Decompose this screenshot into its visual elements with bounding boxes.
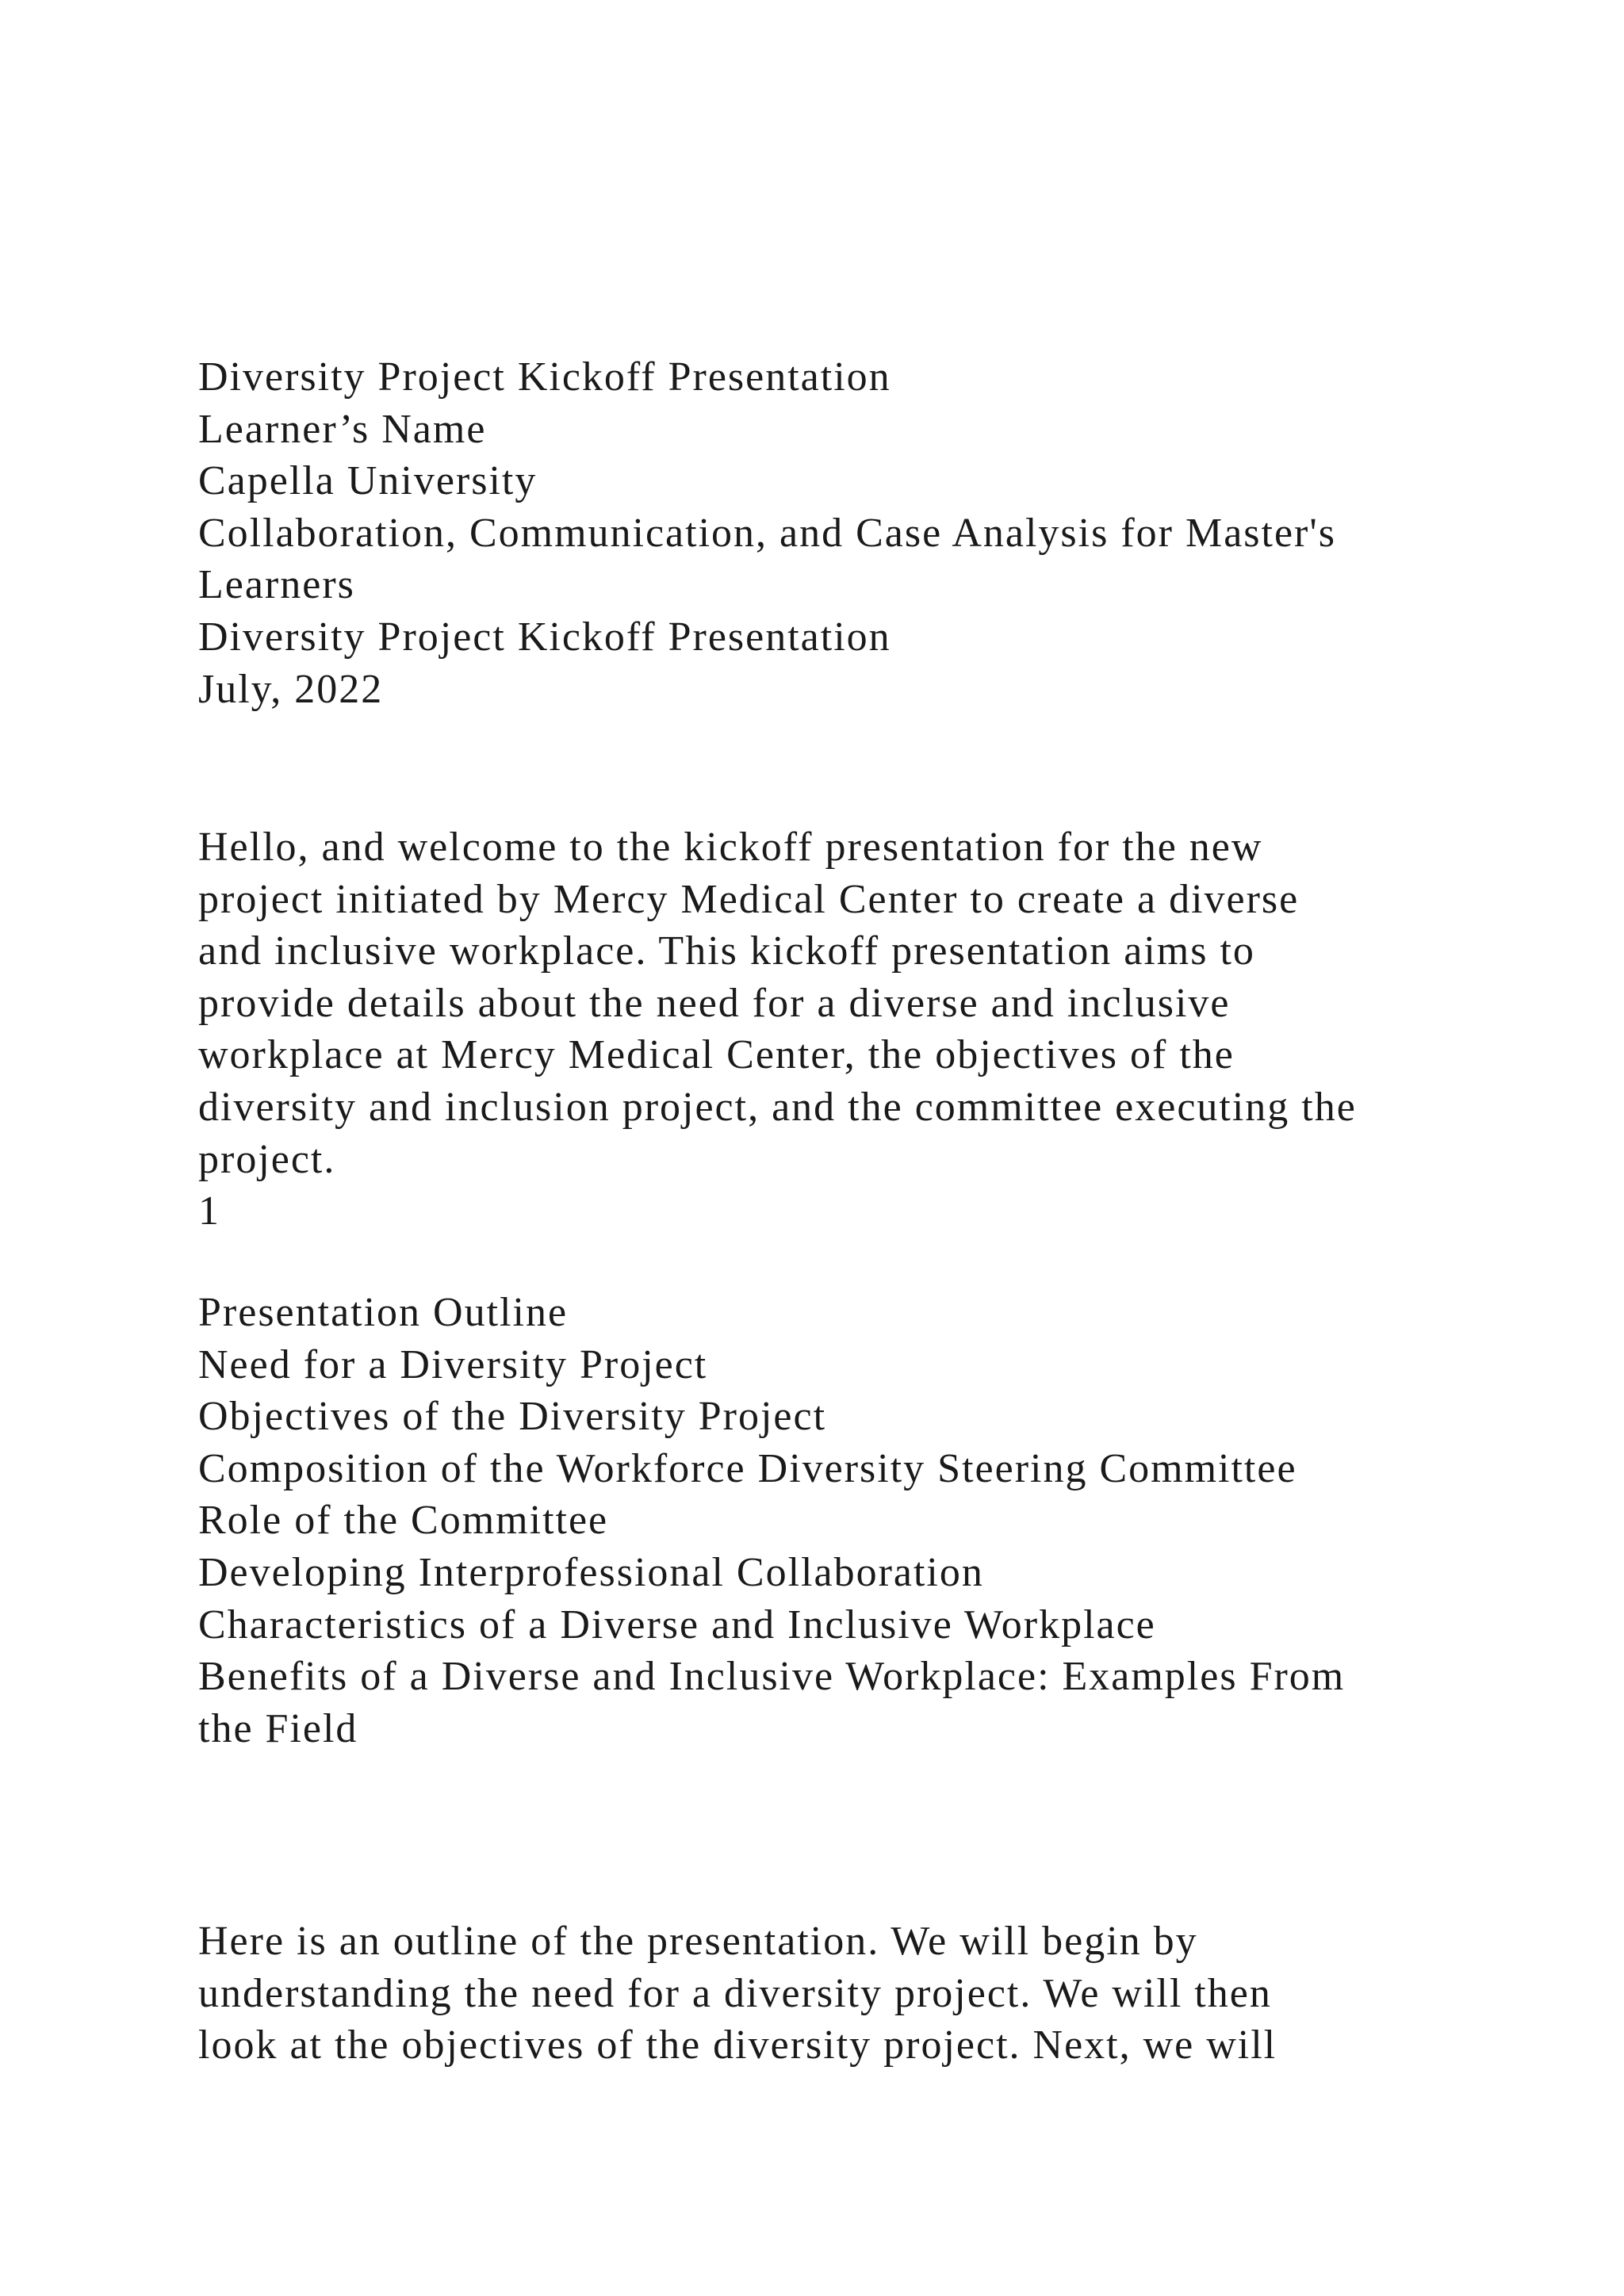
- title-block: [198, 351, 1336, 715]
- intro-paragraph: [198, 821, 1357, 1238]
- intro-line: project.: [198, 1136, 336, 1182]
- learner-name: Learner’s Name: [198, 406, 487, 452]
- intro-line: workplace at Mercy Medical Center, the objectives of the: [198, 1032, 1235, 1078]
- speaker-notes-paragraph: [198, 1915, 1277, 2072]
- slide-number: 1: [198, 1188, 220, 1234]
- intro-line: and inclusive workplace. This kickoff presentation aims to: [198, 928, 1255, 974]
- intro-line: project initiated by Mercy Medical Center to create a diverse: [198, 876, 1300, 922]
- outline-item: Composition of the Workforce Diversity Steering Committee: [198, 1445, 1297, 1491]
- outline-heading: Presentation Outline: [198, 1290, 569, 1335]
- outline-item: Role of the Committee: [198, 1498, 609, 1544]
- intro-line: Hello, and welcome to the kickoff presentation for the new: [198, 825, 1263, 870]
- presentation-title: Diversity Project Kickoff Presentation: [198, 354, 891, 400]
- course-name: Collaboration, Communication, and Case Analysis for Master's: [198, 510, 1336, 556]
- assignment-title: Diversity Project Kickoff Presentation: [198, 614, 891, 660]
- intro-line: diversity and inclusion project, and the committee executing the: [198, 1084, 1357, 1130]
- outline-item: Characteristics of a Diverse and Inclusive Workplace: [198, 1601, 1156, 1647]
- presentation-outline: [198, 1287, 1345, 1755]
- outline-item: Developing Interprofessional Collaboration: [198, 1549, 984, 1595]
- outline-item: Objectives of the Diversity Project: [198, 1394, 827, 1440]
- university-name: Capella University: [198, 458, 538, 504]
- outline-item: Benefits of a Diverse and Inclusive Workplace: Examples From: [198, 1654, 1346, 1700]
- course-name-continued: Learners: [198, 562, 355, 608]
- notes-line: understanding the need for a diversity project. We will then: [198, 1970, 1272, 2016]
- outline-item: Need for a Diversity Project: [198, 1341, 708, 1387]
- notes-line: look at the objectives of the diversity project. Next, we will: [198, 2022, 1277, 2068]
- outline-item-continued: the Field: [198, 1705, 358, 1751]
- document-date: July, 2022: [198, 666, 384, 712]
- intro-line: provide details about the need for a diverse and inclusive: [198, 980, 1231, 1026]
- notes-line: Here is an outline of the presentation. We will begin by: [198, 1919, 1198, 1964]
